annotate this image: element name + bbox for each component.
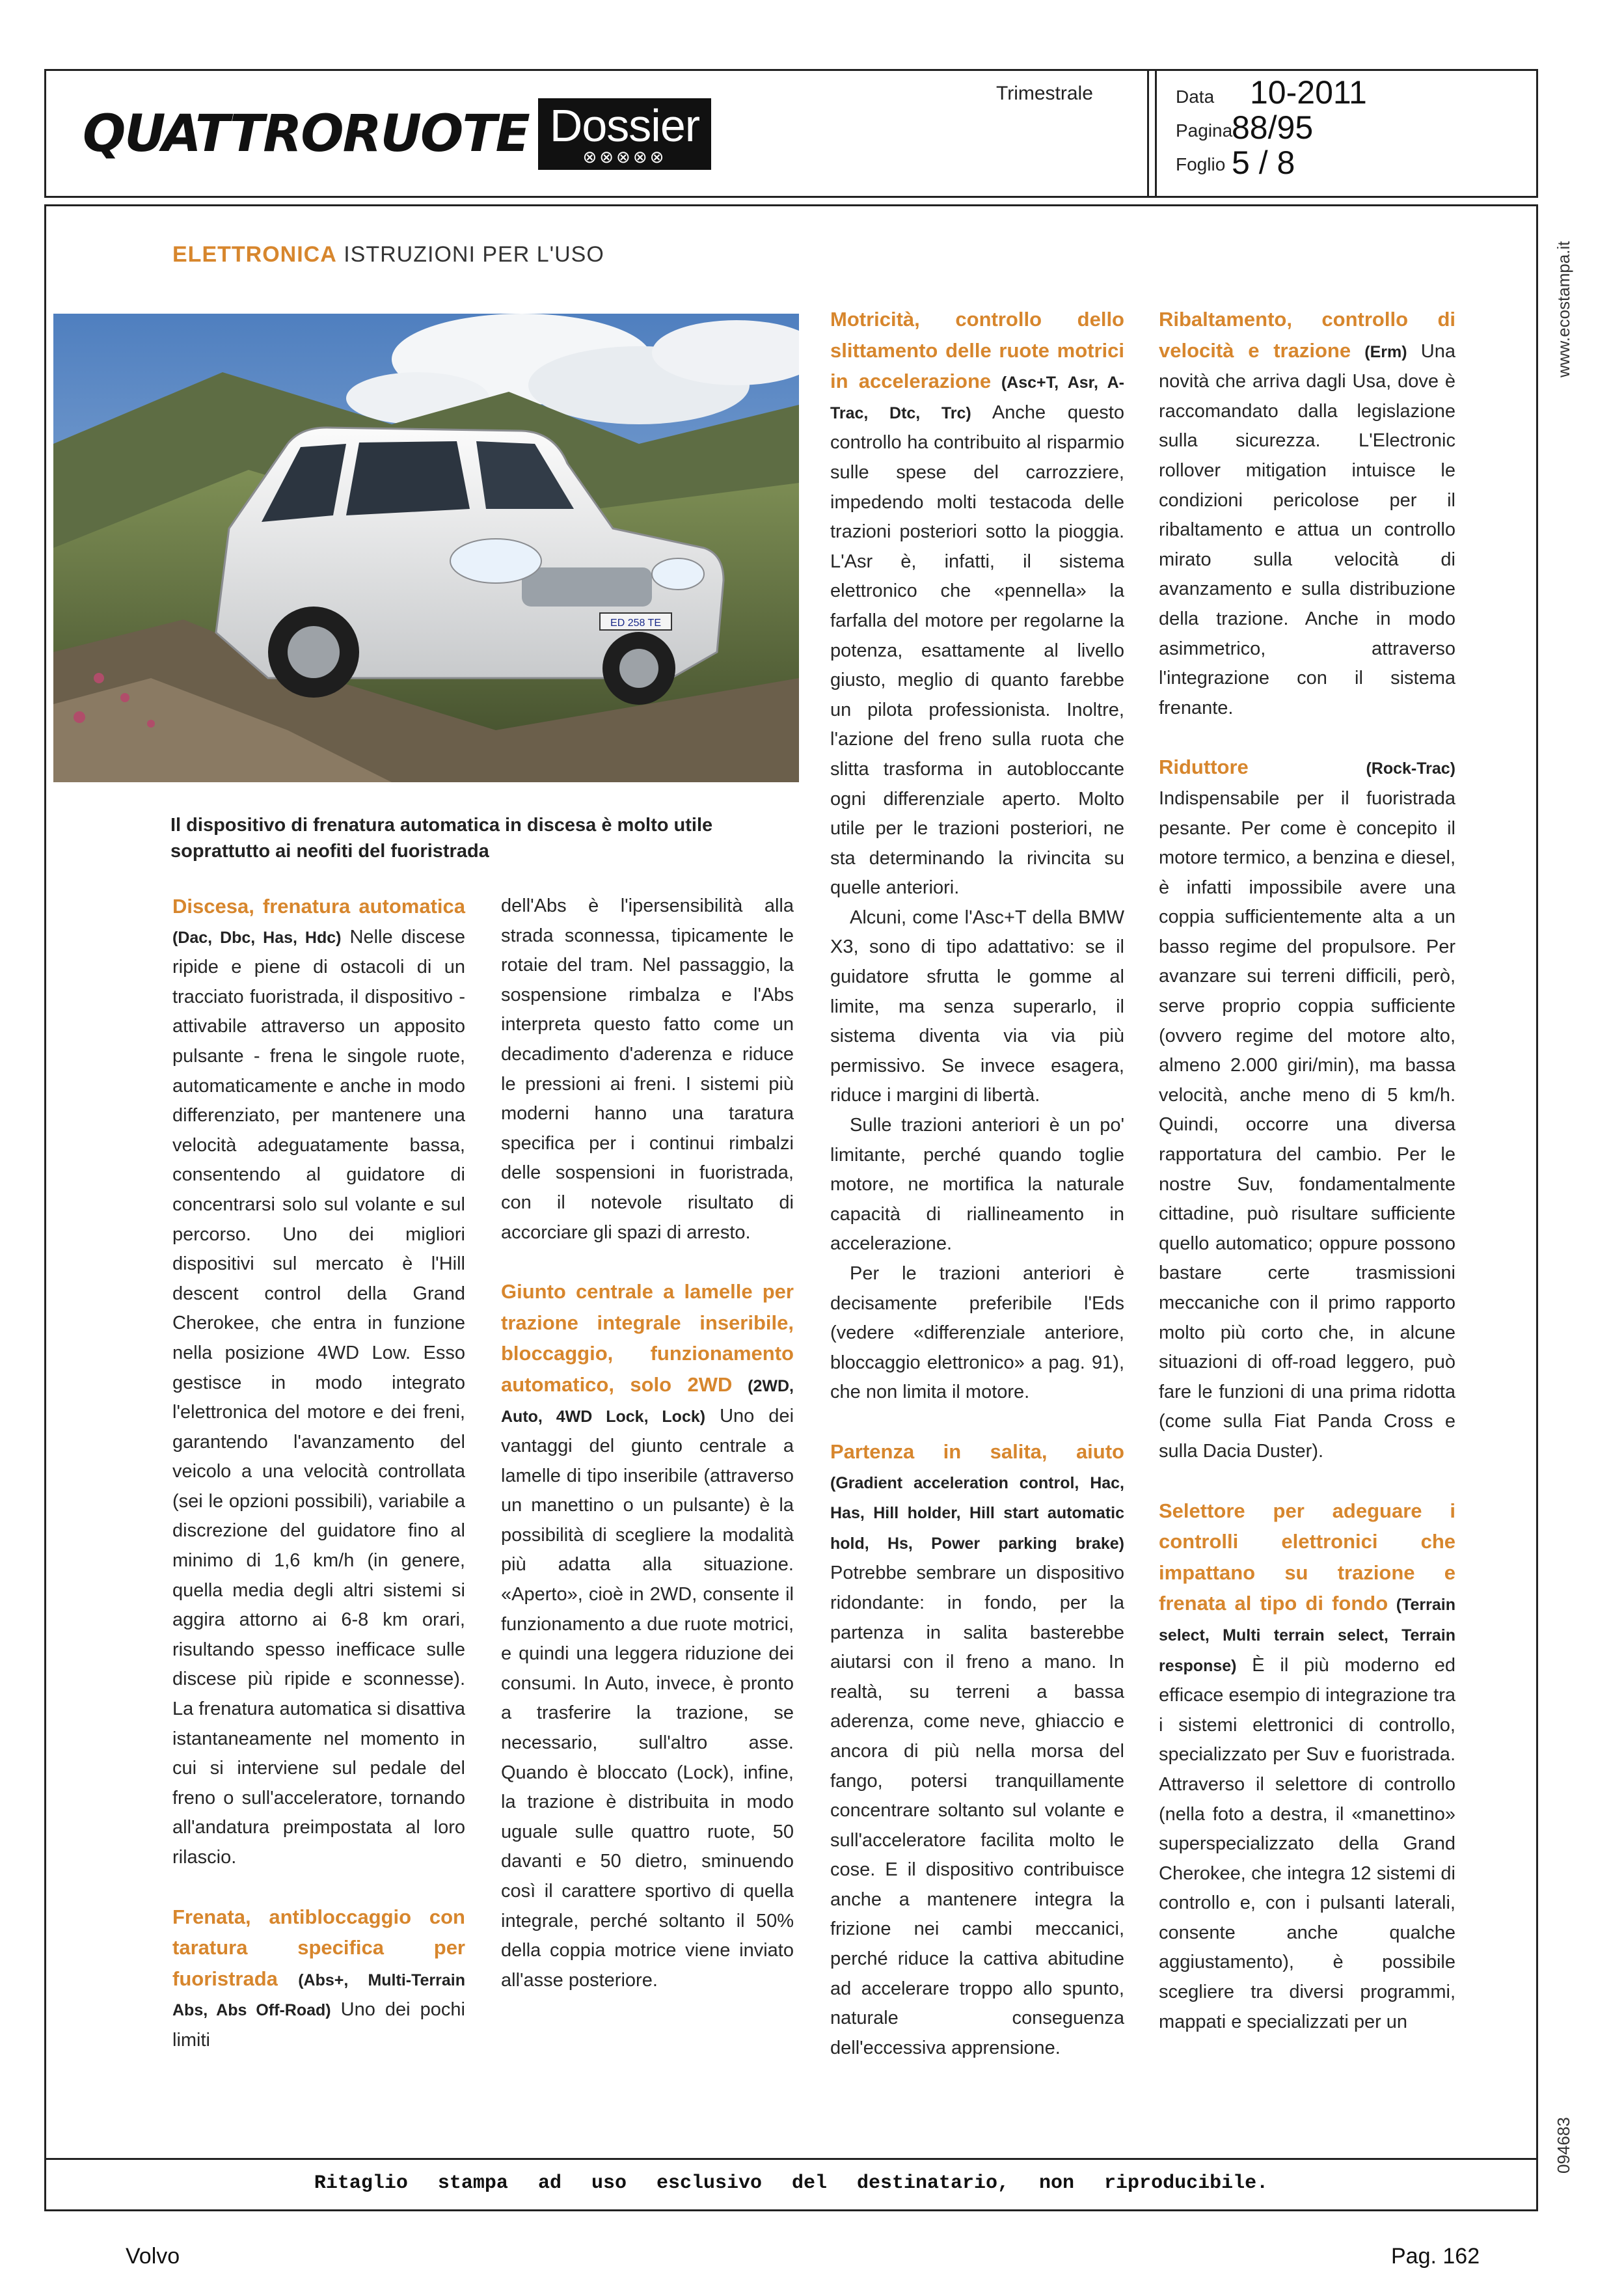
header-divider: [1155, 71, 1157, 196]
paragraph: dell'Abs è l'ipersensibilità alla strada sconnessa, tipicamente le rotaie del tram. Nel passaggio, la sospensione rimbalza e l'Abs interpreta questo fatto come un decadimento d'aderenza e riduce le pressioni ai freni. I sistemi più moderni hanno una taratura specifica per i continui rimbalzi delle sospensioni in fuoristrada, con il notevole risultato di accorciare gli spazi di arresto.: [501, 895, 794, 1243]
side-url: [1541, 221, 1573, 377]
frequency-label: Trimestrale: [996, 83, 1093, 104]
logo-brand: QUATTRORUOTE: [83, 105, 529, 163]
acronyms: (Abs+, Multi-Terrain Abs, Abs Off-Road): [172, 1971, 465, 2020]
meta-value-foglio: 5 / 8: [1232, 144, 1295, 181]
notice-rule: [44, 2158, 1538, 2160]
paragraph: [172, 892, 465, 1873]
logo-dossier-word: Dossier: [549, 100, 700, 151]
body-text: È il più moderno ed efficace esempio di integrazione tra i sistemi elettronici di controllo, specializzato per Suv e fuoristrada. Attraverso il selettore di controllo (nella foto a destra, il «manettino» superspecializzato della Grand Cherokee, che integra 12 sistemi di controllo e, con i pulsanti laterali, consente anche qualche aggiustamento), è possibile scegliere tra diversi programmi, mappati e specializzati per un: [1159, 1654, 1455, 2032]
meta-value-data: 10-2011: [1250, 74, 1367, 111]
paragraph: [172, 1902, 465, 2056]
body-text: Indispensabile per il fuoristrada pesante. Per come è concepito il motore termico, a benzina e diesel, è infatti impossibile avere una coppia sufficientemente alta a un basso regime del propulsore. Per avanzare sui terreni difficili, però, serve proprio coppia sufficiente (ovvero regime del motore alto, almeno 2.000 giri/min), ma bassa velocità, anche meno di 5 km/h. Quindi, occorre una diversa rapportatura del cambio. Per le nostre Suv, fondamentalmente cittadine, può risultare sufficiente quello automatico; oppure possono bastare certe trasmissioni meccaniche con il primo rapporto molto più corto che, in alcune situazioni di off-road leggero, può fare le funzioni di una prima ridotta (come sulla Fiat Panda Cross e sulla Dacia Duster).: [1159, 787, 1455, 1462]
subheading: Giunto centrale a lamelle per trazione integrale inseribile, bloccaggio, funzionamento automatico, solo 2WD: [501, 1280, 794, 1396]
clipping-header: [44, 69, 1538, 198]
body-text: Nelle discese ripide e piene di ostacoli di un tracciato fuoristrada, il dispositivo - attivabile attraverso un apposito pulsante - frena le singole ruote, automaticamente e anche in modo differenziato, per mantenere una velocità adeguatamente bassa, consentendo al guidatore di concentrarsi solo sul volante e sul percorso. Uno dei migliori dispositivi sul mercato è l'Hill descent control della Grand Cherokee, che entra in funzione nella posizione 4WD Low. Esso gestisce in modo integrato l'elettronica del motore e dei freni, garantendo l'avanzamento del veicolo a una velocità controllata (sei le opzioni possibili), variabile a discrezione del guidatore fino al minimo di 1,6 km/h (in genere, quella media degli altri sistemi si aggira attorno ai 6-8 km orari, risultando spesso inefficace sulle discese più ripide e sconnesse). La frenatura automatica si disattiva istantaneamente nel momento in cui si interviene sul pedale del freno o sull'acceleratore, tornando all'andatura preimpostata al loro rilascio.: [172, 926, 465, 1868]
section-heading: [172, 242, 604, 267]
subheading: Frenata, antibloccaggio con taratura specifica per fuoristrada: [172, 1905, 465, 1990]
paragraph: Alcuni, come l'Asc+T della BMW X3, sono di tipo adattativo: se il guidatore sfrutta le gomme al limite, ma senza superarlo, il sistema diventa via via più permissivo. Se invece esagera, riduce i margini di libertà.: [830, 907, 1124, 1106]
acronyms: (Dac, Dbc, Has, Hdc): [172, 928, 342, 947]
subheading: Discesa, frenatura automatica: [172, 895, 465, 918]
photo-caption: Il dispositivo di frenatura automatica in discesa è molto utile soprattutto ai neofiti del fuoristrada: [170, 815, 713, 862]
paragraph: [830, 305, 1124, 903]
meta-label-data: Data: [1176, 87, 1215, 107]
wheels-icon: ⊗⊗⊗⊗⊗: [582, 147, 667, 167]
footer-page-number: Pag. 162: [1391, 2244, 1480, 2269]
acronyms: (Rock-Trac): [1366, 759, 1455, 778]
license-plate: ED 258 TE: [610, 618, 661, 629]
body-text: Uno dei vantaggi del giunto centrale a lamelle di tipo inseribile (attraverso un manettino o un pulsante) è la possibilità di scegliere la modalità più adatta alla situazione. «Aperto», cioè in 2WD, consente il funzionamento a due ruote motrici, e quindi una leggera riduzione dei consumi. In Auto, invece, è pronto a trasferire la trazione, se necessario, sull'altro asse. Quando è bloccato (Lock), infine, la trazione è distribuita in modo uguale sulle quattro ruote, 50 davanti e 50 dietro, sminuendo così il carattere sportivo di quella integrale, perché soltanto il 50% della coppia motrice viene inviato all'asse posteriore.: [501, 1405, 794, 1991]
suv-offroad-photo: [53, 314, 799, 782]
footer-client: Volvo: [126, 2244, 180, 2269]
paragraph: [1159, 1496, 1455, 2038]
meta-label-foglio: Foglio: [1176, 154, 1226, 174]
suv-photo-illustration: [53, 314, 799, 782]
section-heading-rest: ISTRUZIONI PER L'USO: [344, 242, 604, 267]
text-column-1: [172, 892, 465, 2056]
subheading: Ribaltamento, controllo di velocità e trazione: [1159, 308, 1455, 362]
reproduction-notice: Ritaglio stampa ad uso esclusivo del destinatario, non riproducibile.: [314, 2172, 1269, 2194]
subheading: Selettore per adeguare i controlli elettronici che impattano su trazione e frenata al tipo di fondo: [1159, 1499, 1455, 1615]
paragraph: Per le trazioni anteriori è decisamente preferibile l'Eds (vedere «differenziale anteriore, bloccaggio elettronico» a pag. 91), che non limita il motore.: [830, 1263, 1124, 1403]
body-text: Uno dei pochi limiti: [172, 1999, 465, 2051]
text-column-2: [501, 892, 794, 1995]
acronyms: (Gradient acceleration control, Hac, Has, Hill holder, Hill start automatic hold, Hs, Power parking brake): [830, 1473, 1124, 1553]
paragraph: [1159, 752, 1455, 1466]
side-code-text: 094683: [1554, 2117, 1573, 2174]
subheading: Riduttore: [1159, 756, 1249, 779]
acronyms: (Erm): [1364, 342, 1407, 361]
quattroruote-dossier-logo: [83, 94, 711, 174]
body-text: Una novità che arriva dagli Usa, dove è raccomandato dalla legislazione sulla sicurezza. L'Electronic rollover mitigation intuisce le condizioni pericolose per il ribaltamento e attua un controllo mirato sulla velocità di avanzamento e sulla distribuzione della trazione. Anche in modo asimmetrico, attraverso l'integrazione con il sistema frenante.: [1159, 340, 1455, 718]
acronyms: (2WD, Auto, 4WD Lock, Lock): [501, 1376, 794, 1426]
paragraph: [501, 1277, 794, 1995]
body-text: Anche questo controllo ha contribuito al risparmio sulle spese del carrozziere, impedendo molti testacoda delle trazioni posteriori sotto la pioggia. L'Asr è, infatti, il sistema elettronico che «pennella» la farfalla del motore per regolarne la potenza, esattamente al livello giusto, meglio di quanto farebbe un pilota professionista. Inoltre, l'azione del freno sulla ruota che slitta trasforma in autobloccante ogni differenziale aperto. Molto utile per le trazioni posteriori, ne sta determinando la rivincita su quelle anteriori.: [830, 402, 1124, 899]
acronyms: (Terrain select, Multi terrain select, Terrain response): [1159, 1596, 1455, 1675]
body-text: Potrebbe sembrare un dispositivo ridondante: in fondo, per la partenza in salita basterebbe aiutarsi con il freno a mano. In realtà, su terreni a bassa aderenza, come neve, ghiaccio e ancora di più nella morsa del fango, potersi tranquillamente concentrare soltanto sul volante e sull'acceleratore facilita molto le cose. E il dispositivo contribuisce anche a mantenere integra la frizione nei cambi meccanici, perché riduce la cattiva abitudine ad accelerare troppo allo spunto, naturale conseguenza dell'eccessiva apprensione.: [830, 1563, 1124, 2058]
side-code: [1541, 2108, 1573, 2187]
meta-value-pagina: 88/95: [1232, 109, 1314, 146]
acronyms: (Asc+T, Asr, A-Trac, Dtc, Trc): [830, 374, 1124, 422]
subheading: Motricità, controllo dello slittamento delle ruote motrici in accelerazione: [830, 308, 1124, 393]
paragraph: [830, 1437, 1124, 2063]
subheading: Partenza in salita, aiuto: [830, 1440, 1124, 1463]
meta-label-pagina: Pagina: [1176, 120, 1233, 141]
side-url-text: www.ecostampa.it: [1554, 241, 1573, 377]
header-divider: [1147, 71, 1149, 196]
text-column-4: [1159, 305, 1455, 2037]
paragraph: Sulle trazioni anteriori è un po' limitante, perché quando toglie motore, ne mortifica la naturale capacità di riallineamento in accelerazione.: [830, 1115, 1124, 1255]
text-column-3: [830, 305, 1124, 2063]
logo-dossier-badge: [538, 98, 711, 170]
paragraph: [1159, 305, 1455, 723]
section-heading-bold: ELETTRONICA: [172, 242, 337, 267]
